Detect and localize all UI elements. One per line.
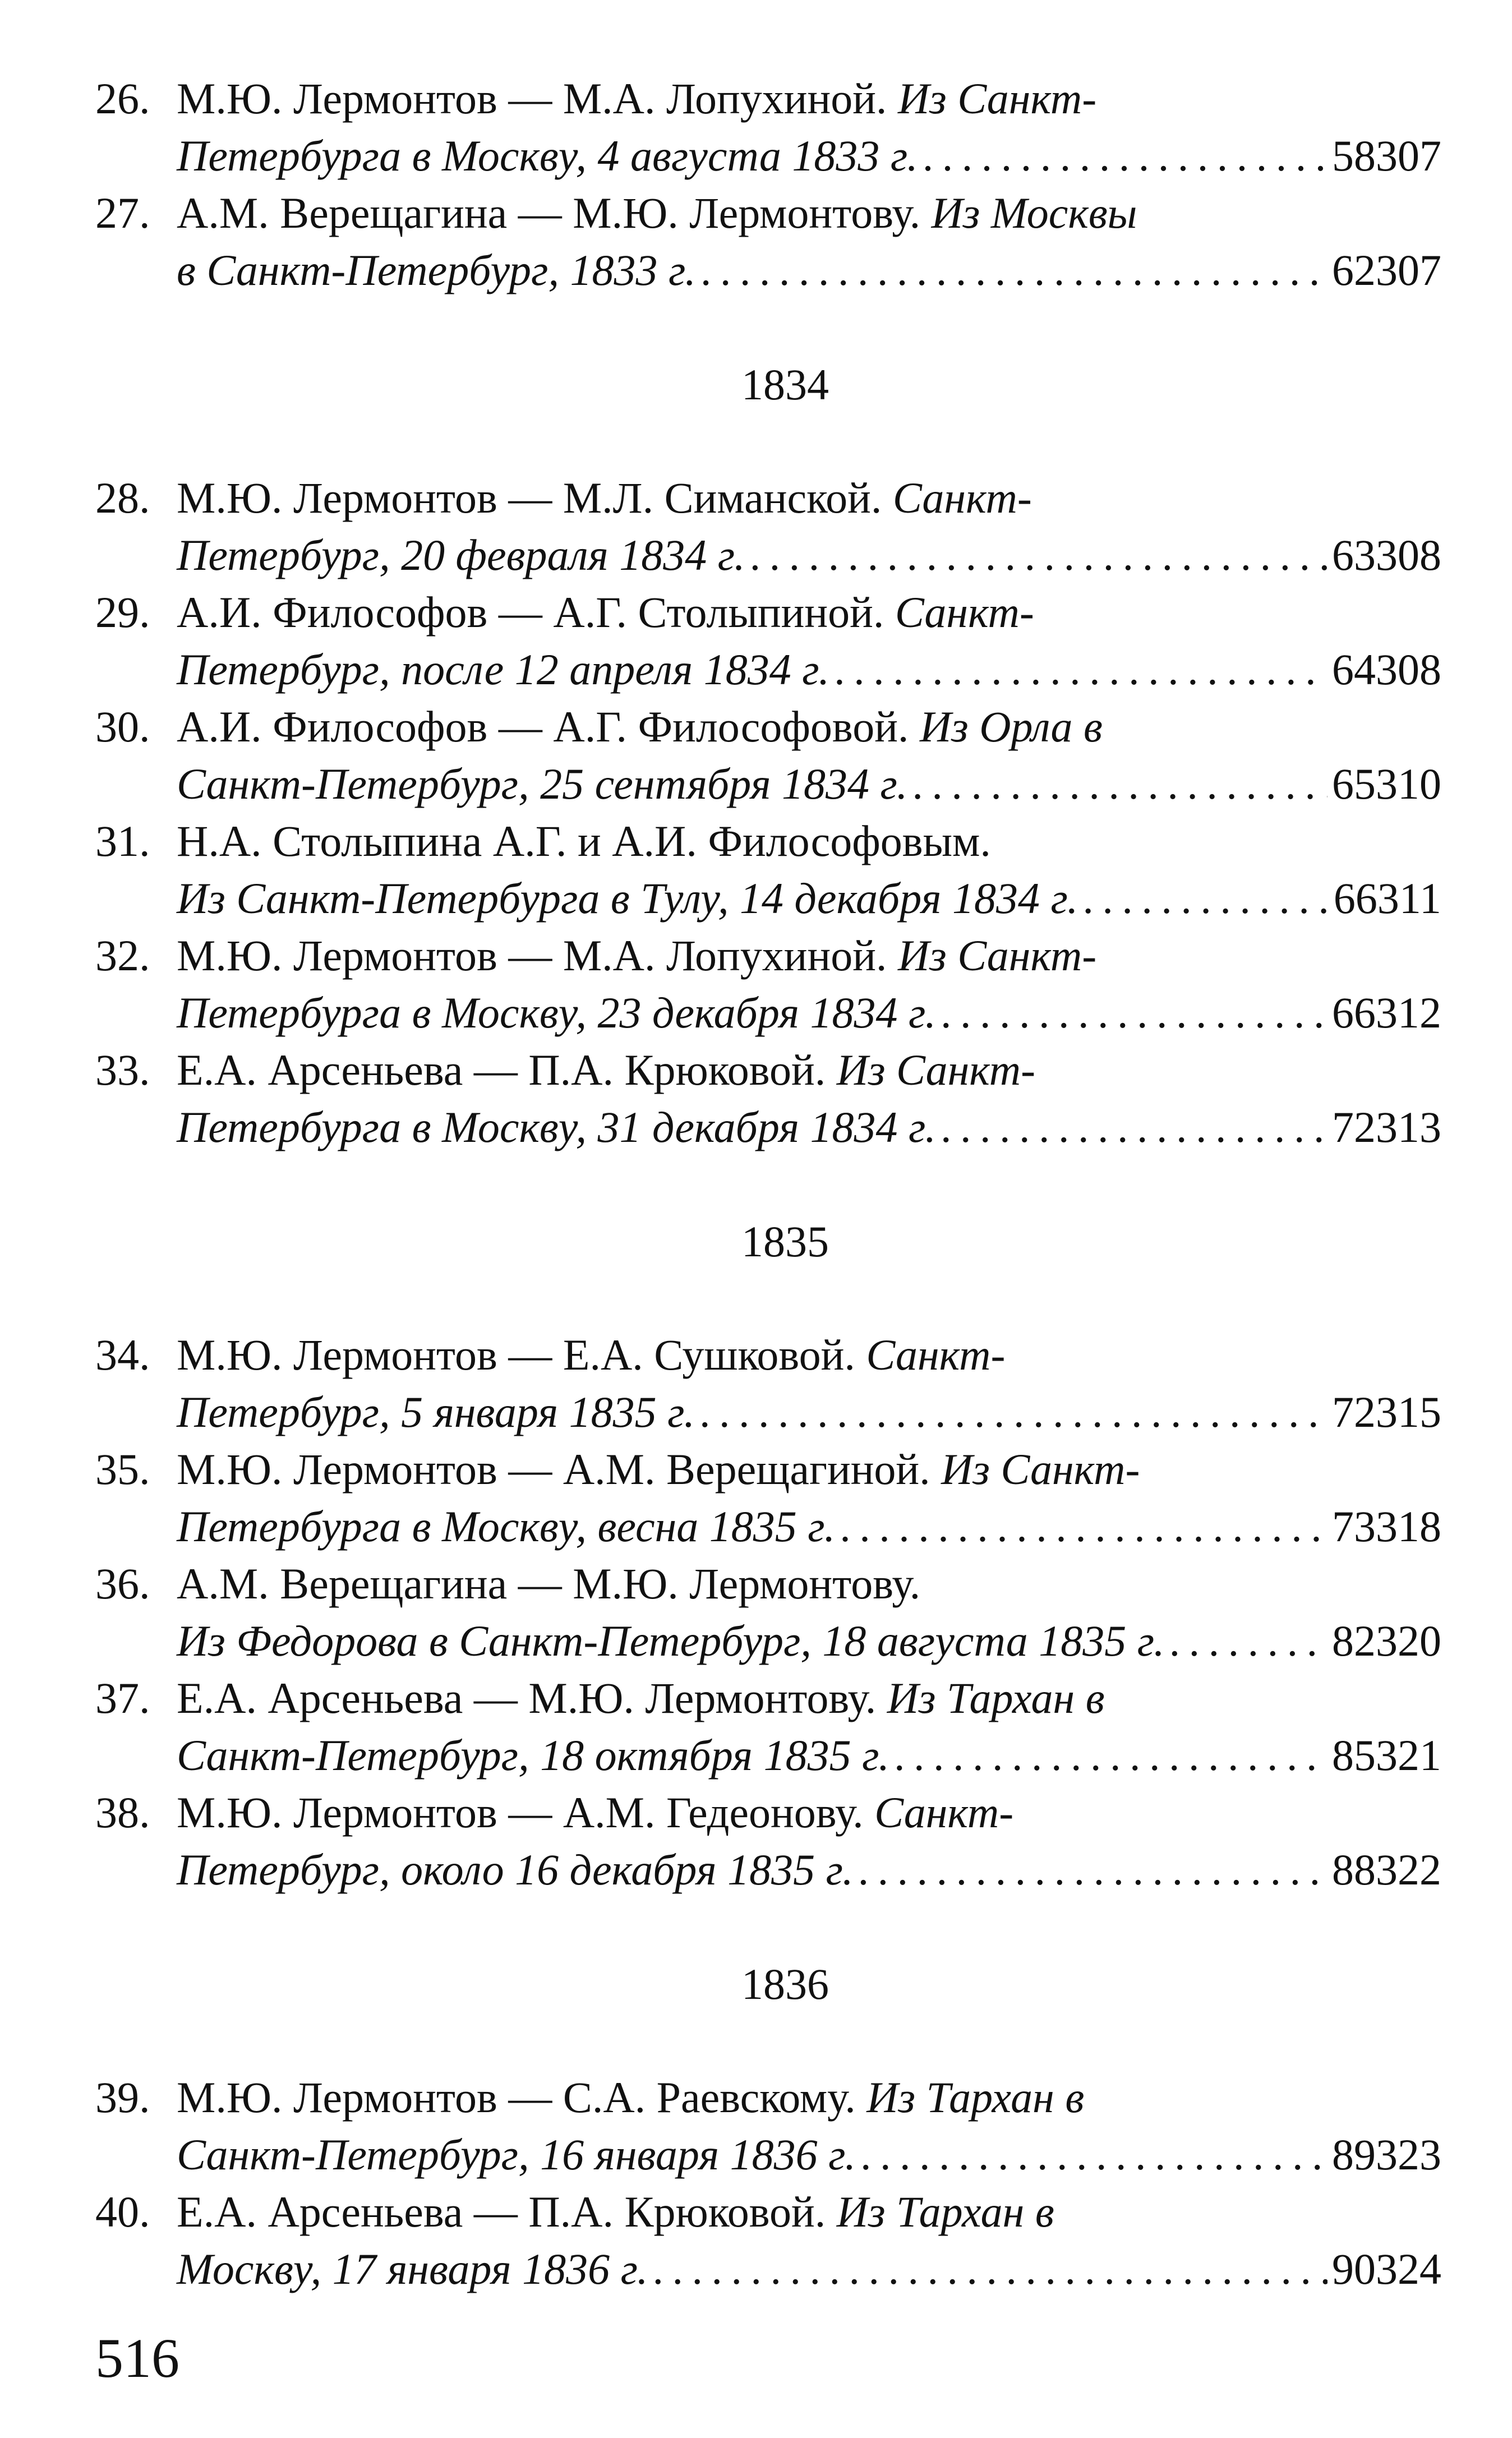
entry-author: М.Ю. Лермонтов — А.М. Гедеонову. [177,1788,864,1837]
dot-leader [923,127,1327,185]
dot-leader [834,641,1327,698]
toc-entry [95,1784,1441,1898]
entry-number: 40. [95,2187,150,2236]
page-ref-notes: 307 [1376,246,1441,294]
toc-entry [95,1326,1441,1441]
toc-section [95,1156,1441,1898]
entry-place-start: Санкт- [874,1788,1014,1837]
page-ref-notes: 311 [1377,874,1441,923]
toc-entry [95,698,1441,813]
toc-entry [95,1555,1441,1670]
toc-entry [95,2183,1441,2298]
entry-author: А.И. Философов — А.Г. Столыпиной. [177,588,884,637]
dot-leader [840,1498,1327,1555]
entry-details: Санкт-Петербург, 16 января 1836 г. [177,2130,856,2179]
toc-section [95,70,1441,299]
year-heading: 1835 [741,1217,829,1266]
page-ref-text: 65 [1332,759,1376,808]
page-ref-notes: 322 [1376,1845,1441,1894]
entry-number: 29. [95,588,150,637]
toc-entry [95,469,1441,584]
toc-entry [95,70,1441,185]
entry-number: 30. [95,702,150,751]
page-ref-notes: 324 [1376,2245,1441,2293]
page-ref-notes: 315 [1376,1388,1441,1436]
page-number: 516 [95,2327,179,2389]
page-ref-text: 72 [1332,1388,1376,1436]
entry-author: А.М. Верещагина — М.Ю. Лермонтову. [177,188,921,237]
entry-number: 34. [95,1330,150,1379]
entry-number: 37. [95,1674,150,1722]
dot-leader [860,2126,1327,2183]
dot-leader [699,1384,1327,1441]
page-ref-text: 88 [1332,1845,1376,1894]
page-ref-text: 64 [1332,645,1376,694]
page-ref-text: 90 [1332,2245,1376,2293]
entry-number: 35. [95,1445,150,1494]
entry-place-start: Санкт- [895,588,1034,637]
entry-details: Из Федорова в Санкт-Петербург, 18 августа 1835 г. [177,1616,1165,1665]
dot-leader [941,984,1327,1041]
entry-author: Е.А. Арсеньева — М.Ю. Лермонтову. [177,1674,877,1722]
entry-number: 31. [95,817,150,865]
year-heading: 1836 [741,1960,829,2008]
entry-author: М.Ю. Лермонтов — А.М. Верещагиной. [177,1445,930,1494]
entry-author: М.Ю. Лермонтов — М.А. Лопухиной. [177,931,887,980]
entry-details: Петербург, 20 февраля 1834 г. [177,531,745,579]
page-ref-notes: 323 [1376,2130,1441,2179]
entry-details: Петербурга в Москву, 23 декабря 1834 г. [177,988,936,1037]
page-ref-notes: 320 [1376,1616,1441,1665]
toc-entry [95,2069,1441,2183]
toc-entry [95,1441,1441,1555]
entry-place-start: Из Санкт- [836,1045,1036,1094]
dot-leader [858,1841,1327,1898]
table-of-contents [95,70,1441,2298]
page-ref-notes: 310 [1376,759,1441,808]
toc-section [95,299,1441,1156]
page-ref-text: 58 [1332,131,1376,180]
entry-place-start: Санкт- [866,1330,1006,1379]
year-heading: 1834 [741,360,829,409]
entry-author: Е.А. Арсеньева — П.А. Крюковой. [177,1045,826,1094]
entry-number: 39. [95,2073,150,2122]
entry-details: Петербург, около 16 декабря 1835 г. [177,1845,854,1894]
page-ref-notes: 308 [1376,531,1441,579]
entry-author: М.Ю. Лермонтов — М.А. Лопухиной. [177,74,887,123]
entry-author: М.Ю. Лермонтов — М.Л. Симанской. [177,473,882,522]
entry-author: М.Ю. Лермонтов — Е.А. Сушковой. [177,1330,855,1379]
entry-place-start: Из Санкт- [897,931,1097,980]
entry-place-start: Из Тархан в [887,1674,1105,1722]
toc-entry [95,185,1441,299]
entry-number: 36. [95,1559,150,1608]
entry-details: Москву, 17 января 1836 г. [177,2245,648,2293]
dot-leader [912,755,1327,813]
toc-entry [95,813,1441,927]
page-ref-text: 82 [1332,1616,1376,1665]
page-ref-notes: 318 [1376,1502,1441,1551]
entry-place-start: Из Тархан в [836,2187,1054,2236]
entry-place-start: Из Орла в [919,702,1103,751]
page-ref-text: 72 [1332,1103,1376,1151]
entry-details: Из Санкт-Петербурга в Тулу, 14 декабря 1834 г. [177,874,1078,923]
page-ref-text: 63 [1332,531,1376,579]
entry-place-start: Из Санкт- [897,74,1097,123]
entry-details: Санкт-Петербург, 18 октября 1835 г. [177,1731,889,1780]
toc-section [95,1898,1441,2298]
page-ref-notes: 312 [1376,988,1441,1037]
dot-leader [1169,1612,1327,1670]
entry-details: Петербурга в Москву, весна 1835 г. [177,1502,836,1551]
entry-place-start: Из Санкт- [941,1445,1140,1494]
entry-number: 28. [95,473,150,522]
dot-leader [941,1099,1327,1156]
entry-details: Санкт-Петербург, 25 сентября 1834 г. [177,759,908,808]
entry-number: 32. [95,931,150,980]
toc-entry [95,1670,1441,1784]
entry-place-start: Санкт- [892,473,1032,522]
entry-details: в Санкт-Петербург, 1833 г. [177,246,696,294]
entry-details: Петербург, после 12 апреля 1834 г. [177,645,830,694]
entry-place-start: Из Тархан в [866,2073,1085,2122]
entry-place-start: Из Москвы [931,188,1137,237]
dot-leader [750,527,1327,584]
page-ref-text: 66 [1333,874,1377,923]
dot-leader [700,242,1327,299]
entry-author: М.Ю. Лермонтов — С.А. Раевскому. [177,2073,856,2122]
page-ref-text: 85 [1332,1731,1376,1780]
dot-leader [894,1727,1327,1784]
entry-details: Петербурга в Москву, 4 августа 1833 г. [177,131,918,180]
toc-entry [95,1041,1441,1156]
page-ref-text: 62 [1332,246,1376,294]
page-ref-text: 89 [1332,2130,1376,2179]
toc-entry [95,927,1441,1041]
dot-leader [1082,870,1329,927]
page-ref-notes: 321 [1376,1731,1441,1780]
entry-details: Петербург, 5 января 1835 г. [177,1388,695,1436]
entry-author: А.И. Философов — А.Г. Философовой. [177,702,909,751]
entry-number: 38. [95,1788,150,1837]
page-ref-notes: 308 [1376,645,1441,694]
entry-author: Е.А. Арсеньева — П.А. Крюковой. [177,2187,826,2236]
entry-details: Петербурга в Москву, 31 декабря 1834 г. [177,1103,936,1151]
page-ref-text: 73 [1332,1502,1376,1551]
entry-number: 27. [95,188,150,237]
entry-number: 26. [95,74,150,123]
dot-leader [652,2241,1327,2298]
entry-author: Н.А. Столыпина А.Г. и А.И. Философовым. [177,817,991,865]
toc-entry [95,584,1441,698]
entry-author: А.М. Верещагина — М.Ю. Лермонтову. [177,1559,921,1608]
page-ref-notes: 313 [1376,1103,1441,1151]
entry-number: 33. [95,1045,150,1094]
page-ref-notes: 307 [1376,131,1441,180]
page-ref-text: 66 [1332,988,1376,1037]
